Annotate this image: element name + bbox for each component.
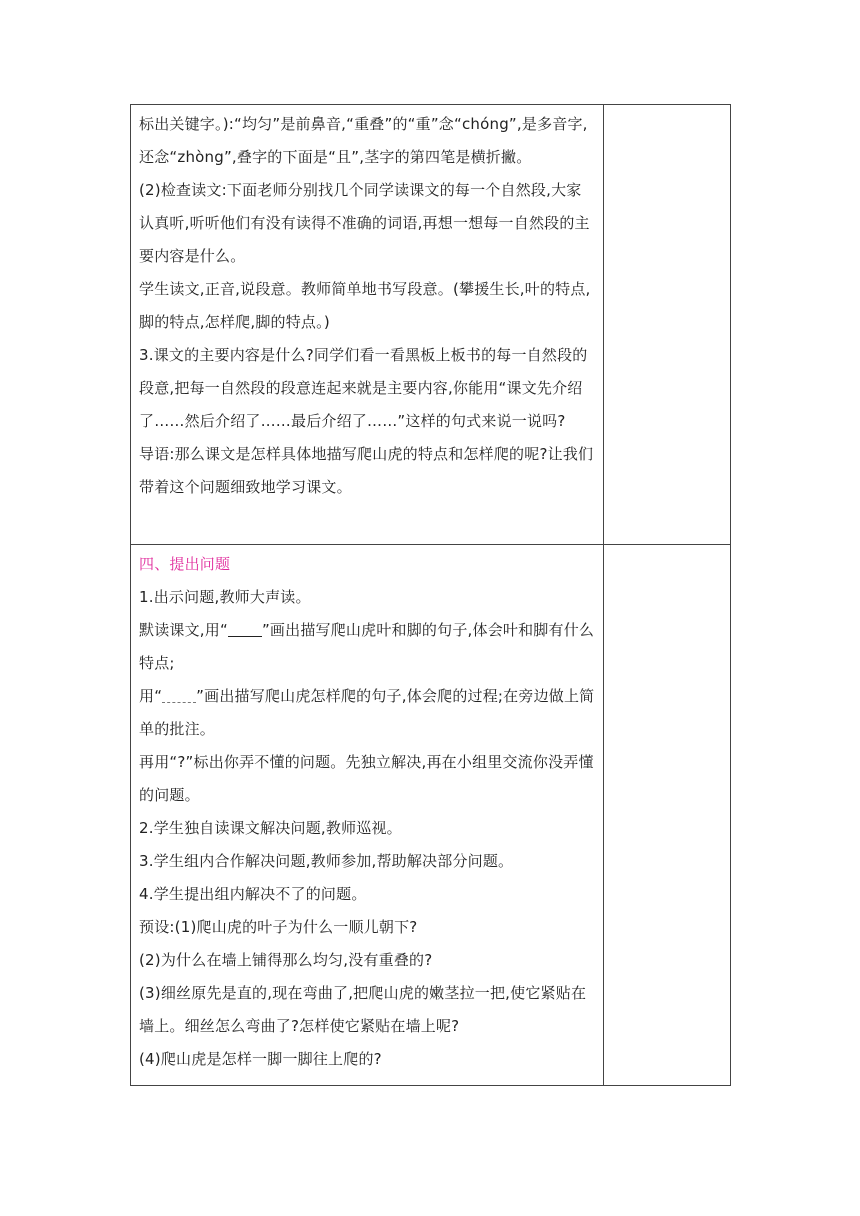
lesson-plan-table xyxy=(130,104,731,1086)
table-row xyxy=(131,105,731,545)
paragraph: 3.课文的主要内容是什么?同学们看一看黑板上板书的每一自然段的段意,把每一自然段的段意连起来就是主要内容,你能用“课文先介绍了……然后介绍了……最后介绍了……”这样的句式来说一说吗? xyxy=(139,346,588,430)
paragraph: 4.学生提出组内解决不了的问题。 xyxy=(139,885,367,903)
text-fragment: 默读课文,用“ xyxy=(139,621,228,639)
paragraph: (2)检查读文:下面老师分别找几个同学读课文的每一个自然段,大家认真听,听听他们有没有读得不准确的词语,再想一想每一自然段的主要内容是什么。 xyxy=(139,181,590,265)
paragraph: 2.学生独自读课文解决问题,教师巡视。 xyxy=(139,819,402,837)
paragraph: 预设:(1)爬山虎的叶子为什么一顺儿朝下? xyxy=(139,918,418,936)
paragraph: 1.出示问题,教师大声读。 xyxy=(139,588,311,606)
paragraph: 标出关键字。):“均匀”是前鼻音,“重叠”的“重”念“chóng”,是多音字,还念“zhòng”,叠字的下面是“且”,茎字的第四笔是横折撇。 xyxy=(139,115,588,166)
paragraph xyxy=(139,614,595,680)
notes-cell xyxy=(604,545,731,1086)
paragraph: 学生读文,正音,说段意。教师简单地书写段意。(攀援生长,叶的特点,脚的特点,怎样爬,脚的特点。) xyxy=(139,280,591,331)
notes-cell xyxy=(604,105,731,545)
main-cell xyxy=(131,105,604,545)
paragraph: 导语:那么课文是怎样具体地描写爬山虎的特点和怎样爬的呢?让我们带着这个问题细致地学习课文。 xyxy=(139,445,594,496)
paragraph xyxy=(139,680,595,746)
text-fragment: ”画出描写爬山虎叶和脚的句子,体会叶和脚有什么特点; xyxy=(139,621,595,672)
main-cell xyxy=(131,545,604,1086)
paragraph: 3.学生组内合作解决问题,教师参加,帮助解决部分问题。 xyxy=(139,852,514,870)
section-text xyxy=(131,105,603,510)
solid-underline-mark xyxy=(228,621,262,637)
paragraph: 再用“?”标出你弄不懂的问题。先独立解决,再在小组里交流你没弄懂的问题。 xyxy=(139,753,594,804)
section-heading: 四、提出问题 xyxy=(139,555,231,573)
table-row xyxy=(131,545,731,1086)
paragraph: (4)爬山虎是怎样一脚一脚往上爬的? xyxy=(139,1050,382,1068)
paragraph: (3)细丝原先是直的,现在弯曲了,把爬山虎的嫩茎拉一把,使它紧贴在墙上。细丝怎么弯曲了?怎样使它紧贴在墙上呢? xyxy=(139,984,587,1035)
paragraph: (2)为什么在墙上铺得那么均匀,没有重叠的? xyxy=(139,951,433,969)
text-fragment: 用“ xyxy=(139,687,163,705)
section-text xyxy=(131,545,603,1082)
wavy-underline-mark xyxy=(162,687,196,703)
text-fragment: ”画出描写爬山虎怎样爬的句子,体会爬的过程;在旁边做上简单的批注。 xyxy=(139,687,595,738)
